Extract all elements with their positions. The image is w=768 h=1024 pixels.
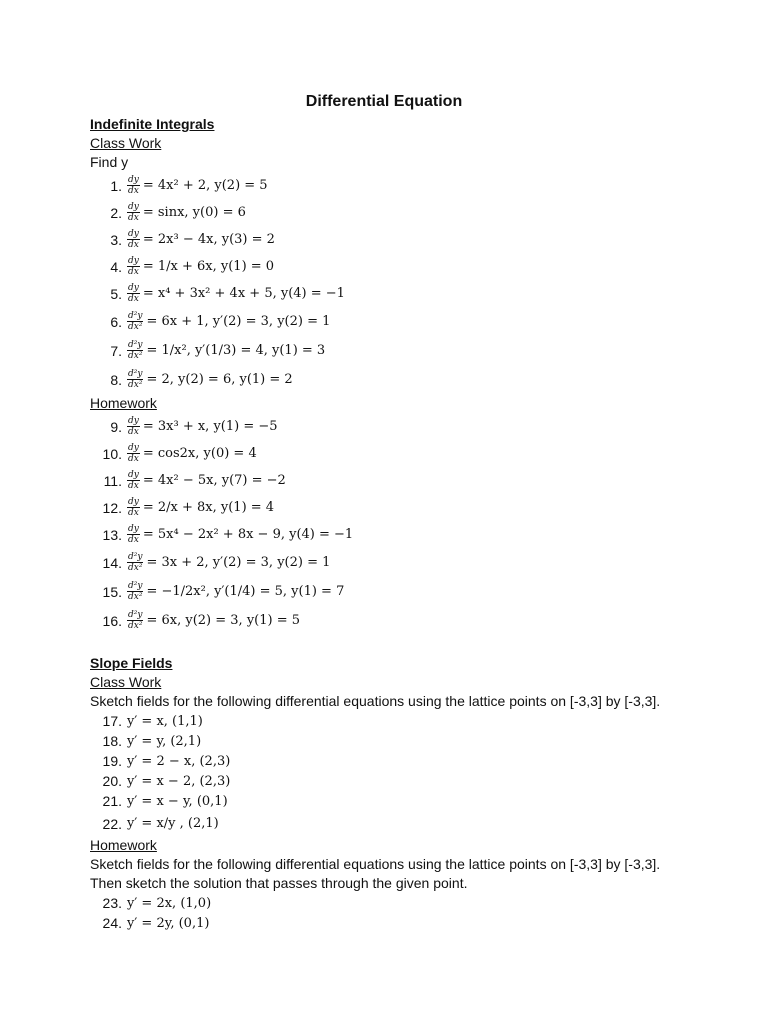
equation-rhs: = 1/x + 6x, y(1) = 0 bbox=[142, 259, 275, 274]
integrals-homework-list bbox=[90, 413, 740, 548]
frac-bottom: dx bbox=[128, 213, 139, 223]
frac-top: dy bbox=[128, 497, 139, 507]
equation: y′ = y, (2,1) bbox=[127, 733, 202, 749]
problem-number: 15. bbox=[102, 583, 122, 600]
equation bbox=[127, 497, 274, 518]
frac-bottom: dx² bbox=[128, 322, 143, 332]
problem-number: 4. bbox=[110, 258, 122, 275]
equation-rhs: = 2x³ − 4x, y(3) = 2 bbox=[142, 232, 275, 247]
problem-number: 23. bbox=[102, 895, 122, 911]
frac-bottom: dx bbox=[128, 535, 139, 545]
problem-item bbox=[90, 494, 740, 521]
frac-bottom: dx² bbox=[128, 563, 143, 573]
equation bbox=[127, 581, 344, 602]
problem-item bbox=[90, 336, 740, 365]
problem-number: 8. bbox=[110, 371, 122, 388]
slope-classwork-instruction: Sketch fields for the following differential equations using the lattice points on [-3,3] by [-3,3]. bbox=[90, 693, 661, 709]
problem-item bbox=[90, 577, 740, 606]
frac-bottom: dx² bbox=[128, 351, 143, 361]
equation bbox=[127, 175, 268, 196]
equation: y′ = x, (1,1) bbox=[127, 713, 203, 729]
derivative-fraction bbox=[127, 610, 143, 631]
slope-classwork-list bbox=[90, 711, 740, 836]
equation bbox=[127, 369, 293, 390]
problem-item bbox=[90, 172, 740, 199]
equation bbox=[127, 311, 330, 332]
problem-number: 14. bbox=[102, 554, 122, 571]
integrals-homework-list-second-order bbox=[90, 548, 740, 635]
problem-item bbox=[90, 199, 740, 226]
equation: y′ = 2x, (1,0) bbox=[127, 895, 212, 911]
equation bbox=[127, 283, 345, 304]
problem-number: 9. bbox=[110, 418, 122, 435]
equation: y′ = 2y, (0,1) bbox=[127, 915, 210, 931]
frac-top: d²y bbox=[128, 581, 143, 591]
equation-rhs: = −1/2x², y′(1/4) = 5, y(1) = 7 bbox=[146, 584, 345, 599]
problem-item bbox=[90, 521, 740, 548]
equation: y′ = x/y , (2,1) bbox=[127, 816, 219, 831]
derivative-fraction bbox=[127, 552, 143, 573]
frac-top: dy bbox=[128, 416, 139, 426]
problem-number: 13. bbox=[102, 526, 122, 543]
frac-top: dy bbox=[128, 470, 139, 480]
section-heading-indefinite-integrals: Indefinite Integrals bbox=[90, 116, 215, 132]
equation-rhs: = sinx, y(0) = 6 bbox=[142, 205, 246, 220]
integrals-classwork-list-second-order bbox=[90, 307, 740, 394]
problem-item bbox=[90, 751, 740, 771]
derivative-fraction bbox=[127, 497, 140, 518]
subheading-class-work: Class Work bbox=[90, 135, 162, 151]
content bbox=[90, 115, 740, 933]
slope-homework-instruction: Sketch fields for the following differential equations using the lattice points on [-3,3] by [-3,3]. bbox=[90, 856, 661, 872]
frac-top: dy bbox=[128, 283, 139, 293]
frac-bottom: dx bbox=[128, 454, 139, 464]
problem-number: 1. bbox=[110, 177, 122, 194]
problem-number: 19. bbox=[102, 753, 122, 769]
problem-number: 2. bbox=[110, 204, 122, 221]
equation bbox=[127, 610, 300, 631]
equation bbox=[127, 416, 278, 437]
equation: y′ = 2 − x, (2,3) bbox=[127, 753, 231, 769]
derivative-fraction bbox=[127, 443, 140, 464]
frac-bottom: dx bbox=[128, 481, 139, 491]
equation-rhs: = 6x, y(2) = 3, y(1) = 5 bbox=[146, 613, 300, 628]
frac-top: dy bbox=[128, 202, 139, 212]
derivative-fraction bbox=[127, 369, 143, 390]
frac-bottom: dx bbox=[128, 294, 139, 304]
problem-number: 7. bbox=[110, 342, 122, 359]
equation: y′ = x − y, (0,1) bbox=[127, 793, 228, 809]
derivative-fraction bbox=[127, 311, 143, 332]
frac-top: dy bbox=[128, 443, 139, 453]
frac-bottom: dx bbox=[128, 427, 139, 437]
equation bbox=[127, 470, 286, 491]
problem-number: 5. bbox=[110, 285, 122, 302]
problem-item bbox=[90, 791, 740, 811]
problem-item bbox=[90, 548, 740, 577]
frac-top: dy bbox=[128, 524, 139, 534]
problem-item bbox=[90, 413, 740, 440]
derivative-fraction bbox=[127, 470, 140, 491]
derivative-fraction bbox=[127, 340, 143, 361]
integrals-classwork-list bbox=[90, 172, 740, 307]
subheading-homework: Homework bbox=[90, 395, 157, 411]
equation bbox=[127, 552, 330, 573]
derivative-fraction bbox=[127, 416, 140, 437]
frac-bottom: dx bbox=[128, 508, 139, 518]
problem-number: 6. bbox=[110, 313, 122, 330]
page-title: Differential Equation bbox=[305, 93, 463, 110]
derivative-fraction bbox=[127, 175, 140, 196]
subheading-homework-slope: Homework bbox=[90, 837, 157, 853]
problem-item bbox=[90, 253, 740, 280]
problem-item bbox=[90, 307, 740, 336]
equation bbox=[127, 202, 246, 223]
frac-bottom: dx bbox=[128, 186, 139, 196]
derivative-fraction bbox=[127, 202, 140, 223]
frac-top: dy bbox=[128, 229, 139, 239]
problem-item bbox=[90, 893, 740, 913]
equation bbox=[127, 229, 275, 250]
derivative-fraction bbox=[127, 256, 140, 277]
problem-item bbox=[90, 731, 740, 751]
problem-item bbox=[90, 606, 740, 635]
equation-rhs: = 3x³ + x, y(1) = −5 bbox=[142, 419, 278, 434]
problem-item bbox=[90, 711, 740, 731]
equation-rhs: = 2, y(2) = 6, y(1) = 2 bbox=[146, 372, 293, 387]
problem-item bbox=[90, 280, 740, 307]
frac-top: d²y bbox=[128, 552, 143, 562]
frac-top: d²y bbox=[128, 311, 143, 321]
problem-number: 20. bbox=[102, 773, 122, 789]
problem-number: 22. bbox=[102, 815, 122, 832]
frac-top: d²y bbox=[128, 369, 143, 379]
frac-bottom: dx bbox=[128, 267, 139, 277]
equation-rhs: = 6x + 1, y′(2) = 3, y(2) = 1 bbox=[146, 314, 331, 329]
equation-rhs: = 1/x², y′(1/3) = 4, y(1) = 3 bbox=[146, 343, 326, 358]
problem-item bbox=[90, 913, 740, 933]
frac-bottom: dx² bbox=[128, 380, 143, 390]
problem-number: 11. bbox=[103, 472, 122, 489]
problem-item bbox=[90, 226, 740, 253]
problem-number: 24. bbox=[102, 915, 122, 931]
problem-item bbox=[90, 440, 740, 467]
derivative-fraction bbox=[127, 229, 140, 250]
slope-homework-instruction-2: Then sketch the solution that passes through the given point. bbox=[90, 875, 468, 891]
problem-number: 3. bbox=[110, 231, 122, 248]
frac-bottom: dx bbox=[128, 240, 139, 250]
problem-number: 17. bbox=[102, 713, 122, 729]
frac-top: d²y bbox=[128, 340, 143, 350]
slope-homework-list bbox=[90, 893, 740, 933]
equation-rhs: = 3x + 2, y′(2) = 3, y(2) = 1 bbox=[146, 555, 331, 570]
equation-rhs: = 4x² − 5x, y(7) = −2 bbox=[142, 473, 286, 488]
equation-rhs: = 2/x + 8x, y(1) = 4 bbox=[142, 500, 275, 515]
section-heading-slope-fields: Slope Fields bbox=[90, 655, 173, 671]
equation-rhs: = cos2x, y(0) = 4 bbox=[142, 446, 257, 461]
frac-top: d²y bbox=[128, 610, 143, 620]
find-y-label: Find y bbox=[90, 154, 129, 170]
equation bbox=[127, 340, 325, 361]
frac-top: dy bbox=[128, 256, 139, 266]
derivative-fraction bbox=[127, 581, 143, 602]
problem-number: 18. bbox=[102, 733, 122, 749]
section-spacer bbox=[90, 635, 740, 654]
derivative-fraction bbox=[127, 524, 140, 545]
equation bbox=[127, 524, 353, 545]
problem-item bbox=[90, 365, 740, 394]
problem-item bbox=[90, 811, 740, 836]
equation-rhs: = 5x⁴ − 2x² + 8x − 9, y(4) = −1 bbox=[142, 527, 354, 542]
problem-number: 12. bbox=[102, 499, 122, 516]
equation: y′ = x − 2, (2,3) bbox=[127, 773, 231, 789]
problem-item bbox=[90, 467, 740, 494]
subheading-class-work-slope: Class Work bbox=[90, 674, 162, 690]
problem-item bbox=[90, 771, 740, 791]
problem-number: 21. bbox=[102, 793, 122, 809]
equation-rhs: = x⁴ + 3x² + 4x + 5, y(4) = −1 bbox=[142, 286, 345, 301]
frac-bottom: dx² bbox=[128, 621, 143, 631]
problem-number: 16. bbox=[102, 612, 122, 629]
derivative-fraction bbox=[127, 283, 140, 304]
frac-bottom: dx² bbox=[128, 592, 143, 602]
problem-number: 10. bbox=[102, 445, 122, 462]
frac-top: dy bbox=[128, 175, 139, 185]
equation bbox=[127, 443, 257, 464]
equation bbox=[127, 256, 274, 277]
equation-rhs: = 4x² + 2, y(2) = 5 bbox=[142, 178, 268, 193]
